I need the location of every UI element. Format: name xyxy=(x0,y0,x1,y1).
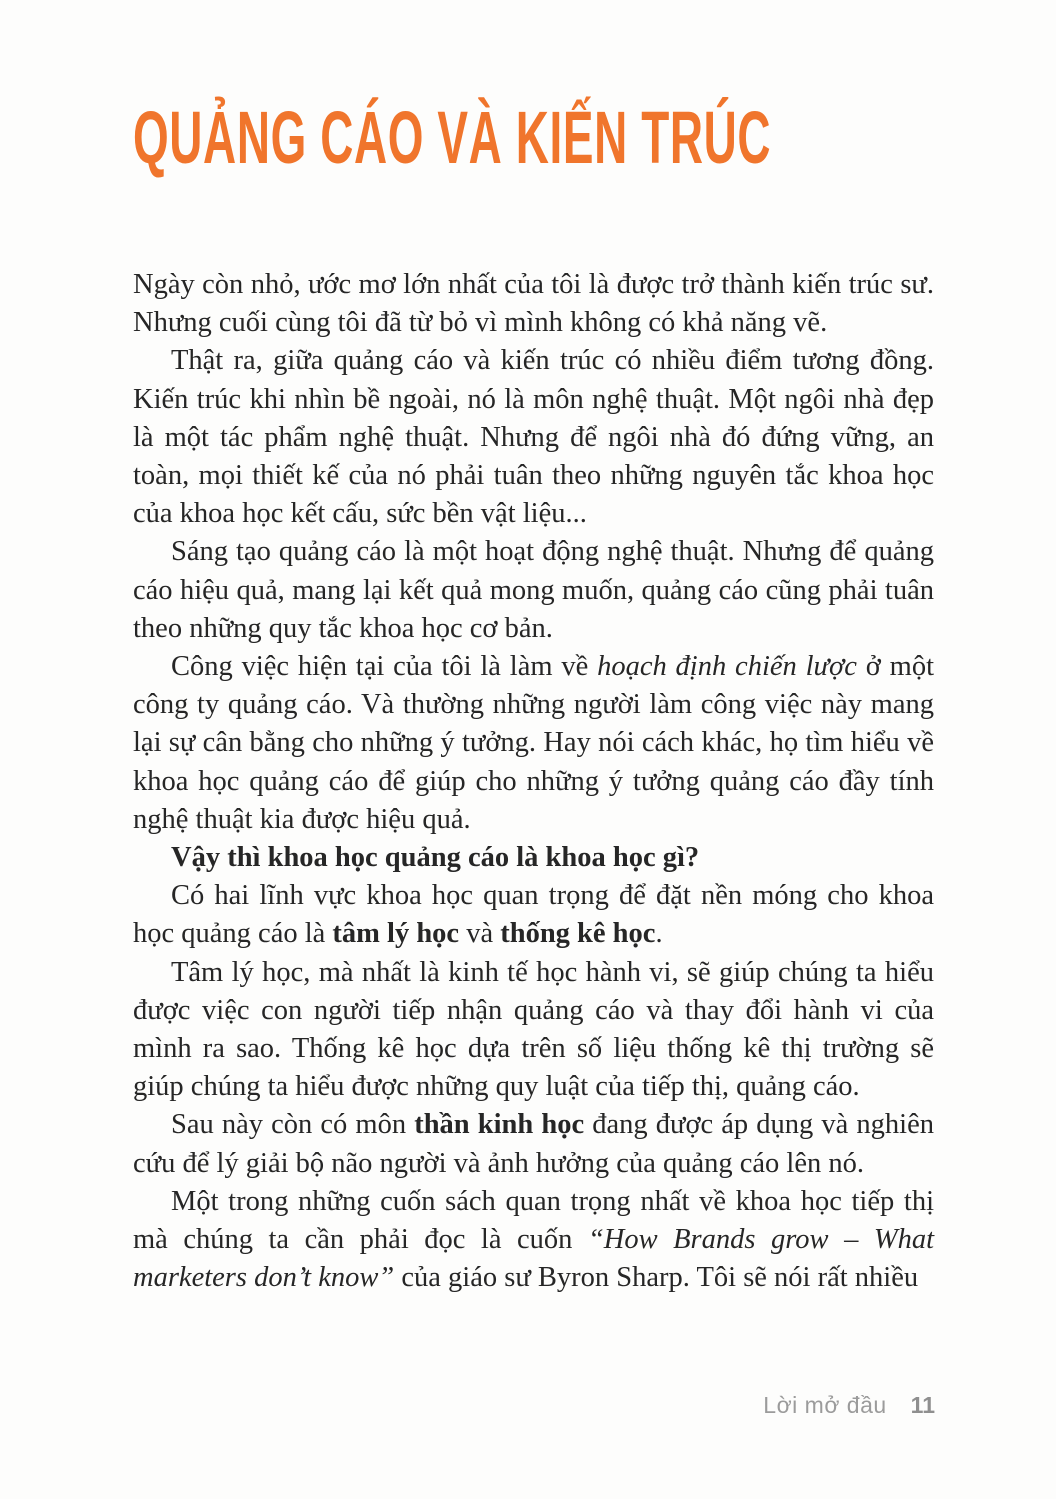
text-run: tâm lý học xyxy=(332,918,460,950)
text-run: ở một công ty quảng cáo. Và thường những người làm công việc này mang lại sự cân bằng cho những ý tưởng. Hay nói cách khác, họ tìm hiểu về khoa học quảng cáo để giúp cho những ý tưởng quảng cáo đầy tính nghệ thuật kia được hiệu quả. xyxy=(133,651,934,835)
chapter-title: QUẢNG CÁO VÀ KIẾN TRÚC xyxy=(133,96,772,179)
text-run: Vậy thì khoa học quảng cáo là khoa học gì? xyxy=(171,842,700,874)
paragraph xyxy=(133,954,934,1107)
footer-section-label: Lời mở đầu xyxy=(763,1392,887,1418)
text-run: hoạch định chiến lược xyxy=(597,651,857,683)
text-run: đang được áp dụng và nghiên cứu để lý giải bộ não người và ảnh hưởng của quảng cáo lên nó. xyxy=(133,1109,934,1179)
text-run: Sau này còn có môn xyxy=(171,1109,415,1141)
paragraph xyxy=(133,877,934,953)
page-footer xyxy=(763,1392,935,1419)
text-run: Một trong những cuốn sách quan trọng nhất về khoa học tiếp thị mà chúng ta cần phải đọc là cuốn xyxy=(133,1185,934,1256)
text-run: “How Brands grow – What marketers don’t know” xyxy=(133,1224,934,1294)
text-run: Công việc hiện tại của tôi là làm về xyxy=(171,651,598,683)
text-run: Tâm lý học, mà nhất là kinh tế học hành vi, sẽ giúp chúng ta hiểu được việc con người tiếp nhận quảng cáo và thay đổi hành vi của mình ra sao. Thống kê học dựa trên số liệu thống kê thị trường sẽ giúp chúng ta hiểu được những quy luật của tiếp thị, quảng cáo. xyxy=(133,956,934,1103)
text-run: thống kê học xyxy=(500,918,656,950)
text-run: thần kinh học xyxy=(414,1109,585,1141)
text-run: Có hai lĩnh vực khoa học quan trọng để đặt nền móng cho khoa học quảng cáo là xyxy=(133,880,934,950)
text-run: của giáo sư Byron Sharp. Tôi sẽ nói rất nhiều xyxy=(394,1262,919,1294)
body-text xyxy=(133,266,934,1297)
text-run: . xyxy=(655,918,663,950)
text-run: và xyxy=(459,918,501,950)
text-run: Sáng tạo quảng cáo là một hoạt động nghệ thuật. Nhưng để quảng cáo hiệu quả, mang lại kết quả mong muốn, quảng cáo cũng phải tuân theo những quy tắc khoa học cơ bản. xyxy=(133,536,934,644)
paragraph xyxy=(133,1106,934,1182)
footer-page-number: 11 xyxy=(910,1392,935,1418)
paragraph xyxy=(133,839,934,877)
paragraph xyxy=(133,533,934,648)
paragraph xyxy=(133,342,934,533)
text-run: Thật ra, giữa quảng cáo và kiến trúc có nhiều điểm tương đồng. Kiến trúc khi nhìn bề ngoài, nó là môn nghệ thuật. Một ngôi nhà đẹp là một tác phẩm nghệ thuật. Nhưng để ngôi nhà đó đứng vững, an toàn, mọi thiết kế của nó phải tuân theo những nguyên tắc khoa học của khoa học kết cấu, sức bền vật liệu... xyxy=(133,345,934,530)
paragraph xyxy=(133,266,934,342)
text-run: Ngày còn nhỏ, ước mơ lớn nhất của tôi là được trở thành kiến trúc sư. Nhưng cuối cùng tôi đã từ bỏ vì mình không có khả năng vẽ. xyxy=(133,269,934,339)
paragraph xyxy=(133,648,934,839)
paragraph xyxy=(133,1183,934,1298)
